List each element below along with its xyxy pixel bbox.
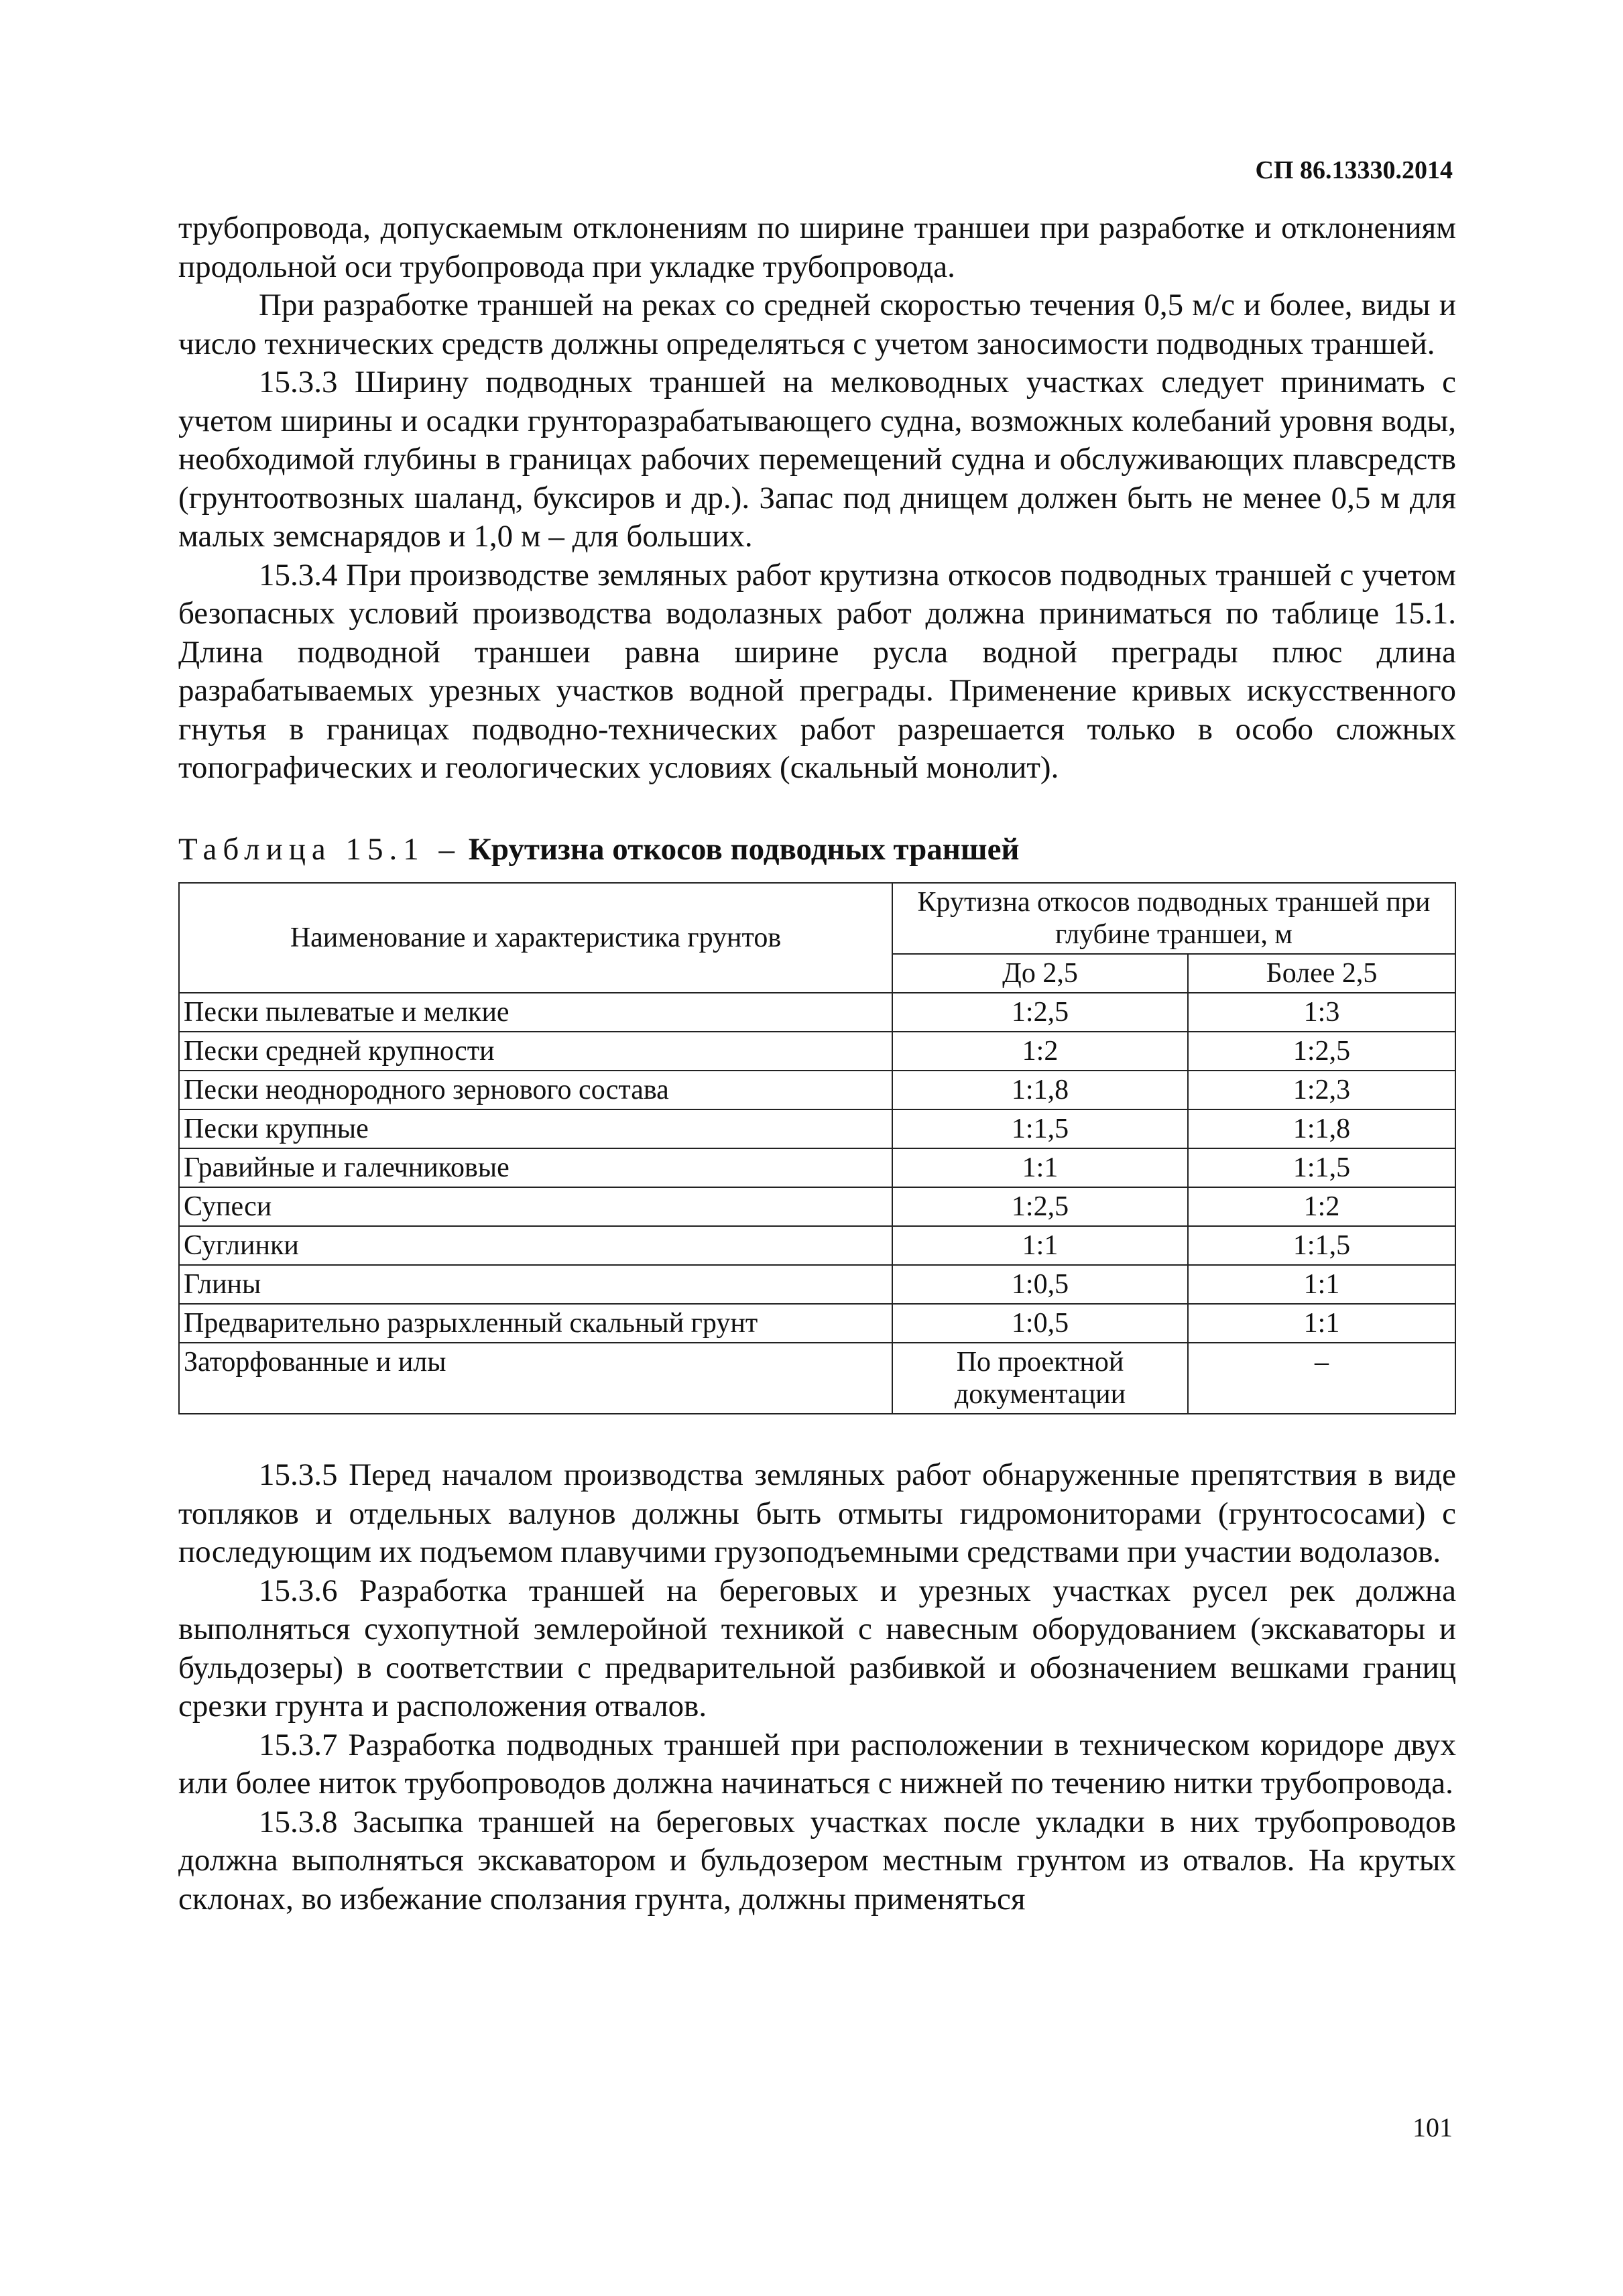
- page-body: [178, 209, 1456, 1919]
- upto-cell: 1:1: [892, 1226, 1188, 1265]
- soil-cell: Супеси: [179, 1187, 892, 1226]
- soil-cell: Глины: [179, 1265, 892, 1304]
- header-slope: Крутизна откосов подводных траншей при глубине траншеи, м: [892, 883, 1455, 954]
- table-row: [179, 1343, 1455, 1414]
- paragraph-15-3-5: 15.3.5 Перед началом производства земляных работ обнаруженные препятствия в виде топляков и отдельных валунов должны быть отмыты гидромониторами (грунтососами) с последующим их подъемом плавучими грузоподъемными средствами при участии водолазов.: [178, 1457, 1456, 1569]
- over-cell: 1:1: [1188, 1265, 1455, 1304]
- table-row: [179, 993, 1455, 1032]
- paragraph-15-3-4: 15.3.4 При производстве земляных работ крутизна откосов подводных траншей с учетом безопасных условий производства водолазных работ должна приниматься по таблице 15.1. Длина подводной траншеи равна ширине русла водной преграды плюс длина разрабатываемых урезных участков водной преграды. Применение кривых искусственного гнутья в границах подводно-технических работ разрешается только в особо сложных топографических и геологических условиях (скальный монолит).: [178, 557, 1456, 785]
- upto-cell: 1:0,5: [892, 1265, 1188, 1304]
- over-cell: 1:1,8: [1188, 1109, 1455, 1148]
- soil-cell: Пески неоднородного зернового состава: [179, 1071, 892, 1109]
- over-cell: –: [1188, 1343, 1455, 1414]
- table-header-row: [179, 883, 1455, 954]
- upto-cell: 1:1,5: [892, 1109, 1188, 1148]
- over-cell: 1:3: [1188, 993, 1455, 1032]
- paragraph-continuation: трубопровода, допускаемым отклонениям по ширине траншеи при разработке и отклонениям продольной оси трубопровода при укладке трубопровода.: [178, 210, 1456, 284]
- table-caption-lead: Таблица 15.1 –: [178, 831, 461, 867]
- table-row: [179, 1148, 1455, 1187]
- table-row: [179, 1226, 1455, 1265]
- header-over: Более 2,5: [1188, 954, 1455, 993]
- over-cell: 1:2,3: [1188, 1071, 1455, 1109]
- soil-cell: Гравийные и галечниковые: [179, 1148, 892, 1187]
- slope-table: [178, 882, 1456, 1414]
- soil-cell: Пески средней крупности: [179, 1032, 892, 1071]
- table-row: [179, 1265, 1455, 1304]
- paragraph-river-speed: При разработке траншей на реках со средней скоростью течения 0,5 м/с и более, виды и число технических средств должны определяться с учетом заносимости подводных траншей.: [178, 288, 1456, 361]
- soil-cell: Пески пылеватые и мелкие: [179, 993, 892, 1032]
- over-cell: 1:1,5: [1188, 1148, 1455, 1187]
- upto-cell: 1:1,8: [892, 1071, 1188, 1109]
- over-cell: 1:2: [1188, 1187, 1455, 1226]
- table-caption: [178, 831, 1456, 869]
- table-row: [179, 1187, 1455, 1226]
- over-cell: 1:2,5: [1188, 1032, 1455, 1071]
- upto-cell: 1:0,5: [892, 1304, 1188, 1343]
- upto-cell: 1:1: [892, 1148, 1188, 1187]
- paragraph-15-3-6: 15.3.6 Разработка траншей на береговых и урезных участках русел рек должна выполняться сухопутной землеройной техникой с навесным оборудованием (экскаваторы и бульдозеры) в соответствии с предварительной разбивкой и обозначением вешками границ срезки грунта и расположения отвалов.: [178, 1573, 1456, 1724]
- table-row: [179, 1304, 1455, 1343]
- over-cell: 1:1: [1188, 1304, 1455, 1343]
- paragraph-15-3-3: 15.3.3 Ширину подводных траншей на мелководных участках следует принимать с учетом ширины и осадки грунторазрабатывающего судна, возможных колебаний уровня воды, необходимой глубины в границах рабочих перемещений судна и обслуживающих плавсредств (грунтоотвозных шаланд, буксиров и др.). Запас под днищем должен быть не менее 0,5 м для малых земснарядов и 1,0 м – для больших.: [178, 365, 1456, 554]
- over-cell: 1:1,5: [1188, 1226, 1455, 1265]
- upto-cell: 1:2,5: [892, 1187, 1188, 1226]
- soil-cell: Суглинки: [179, 1226, 892, 1265]
- table-row: [179, 1071, 1455, 1109]
- paragraph-15-3-8: 15.3.8 Засыпка траншей на береговых участках после укладки в них трубопроводов должна выполняться экскаватором и бульдозером местным грунтом из отвалов. На крутых склонах, во избежание сползания грунта, должны применяться: [178, 1804, 1456, 1917]
- table-row: [179, 1109, 1455, 1148]
- document-code: СП 86.13330.2014: [1255, 156, 1453, 184]
- table-caption-title: Крутизна откосов подводных траншей: [468, 831, 1020, 867]
- upto-cell: 1:2,5: [892, 993, 1188, 1032]
- upto-cell: По проектной документации: [892, 1343, 1188, 1414]
- soil-cell: Заторфованные и илы: [179, 1343, 892, 1414]
- upto-cell: 1:2: [892, 1032, 1188, 1071]
- soil-cell: Пески крупные: [179, 1109, 892, 1148]
- header-upto: До 2,5: [892, 954, 1188, 993]
- header-soil: Наименование и характеристика грунтов: [179, 883, 892, 993]
- soil-cell: Предварительно разрыхленный скальный грунт: [179, 1304, 892, 1343]
- page-number: 101: [1412, 2112, 1453, 2142]
- table-row: [179, 1032, 1455, 1071]
- paragraph-15-3-7: 15.3.7 Разработка подводных траншей при расположении в техническом коридоре двух или более ниток трубопроводов должна начинаться с нижней по течению нитки трубопровода.: [178, 1727, 1456, 1801]
